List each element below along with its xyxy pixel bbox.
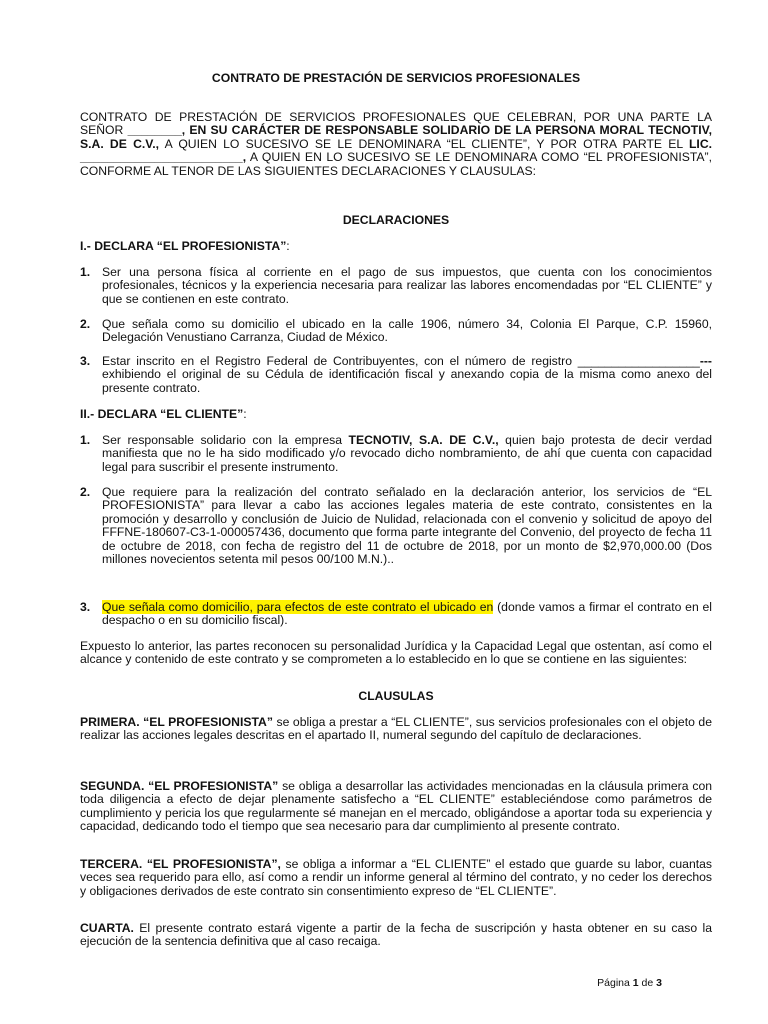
item-dashes: --- xyxy=(699,354,712,368)
clausula-label: SEGUNDA. “EL PROFESIONISTA” xyxy=(80,779,279,793)
item-text: Que requiere para la realización del contrato señalado en la declaración anterior, los servicios de “EL PROFESIONISTA” para llevar a cabo las acciones legales materia de este contrato, consistentes en la promoción y desarrollo y conclusión de Juicio de Nulidad, relacionada con el convenio y solicitud de apoyo del FFFNE-180607-C3-1-000057436, documento que forma parte integrante del Convenio, del proyecto de fecha 11 de octubre de 2018, con fecha de registro del 11 de octubre de 2018, por un monto de $2,970,000.00 (Dos millones novecientos setenta mil pesos 00/100 M.N.).. xyxy=(102,485,712,567)
clausula-primera xyxy=(80,716,712,743)
intro-blank-2: ________________________ xyxy=(80,150,243,165)
clausula-text: El presente contrato estará vigente a partir de la fecha de suscripción y hasta obtener en su caso la ejecución de la sentencia definitiva que al caso recaiga. xyxy=(80,921,712,949)
intro-text-1: CONTRATO DE PRESTACIÓN DE SERVICIOS PROFESIONALES QUE CELEBRAN, POR UNA PARTE LA SEÑOR xyxy=(80,110,712,138)
clausula-cuarta xyxy=(80,922,712,949)
intro-paragraph xyxy=(80,111,712,178)
document-title: CONTRATO DE PRESTACIÓN DE SERVICIOS PROFESIONALES xyxy=(211,71,581,85)
intro-bold-1: , EN SU CARÁCTER DE RESPONSABLE SOLIDARIO DE LA PERSONA MORAL TECNOTIV, S.A. DE C.V., xyxy=(80,123,712,151)
clausula-label: TERCERA. “EL PROFESIONISTA”, xyxy=(80,857,281,871)
item-text xyxy=(102,434,712,474)
item-text-a: Estar inscrito en el Registro Federal de Contribuyentes, con el número de registro xyxy=(102,354,578,368)
expuesto-paragraph: Expuesto lo anterior, las partes reconocen su personalidad Jurídica y la Capacidad Legal que ostentan, así como el alcance y contenido de este contrato y se comprometen a lo establecido en lo que se contiene en las siguientes: xyxy=(80,639,712,667)
section-2-heading-text: II.- DECLARA “EL CLIENTE” xyxy=(80,407,244,421)
footer-current-page: 1 xyxy=(632,977,639,989)
item-number: 2. xyxy=(80,485,91,499)
section-2-heading xyxy=(80,408,247,421)
item-text-a: Ser responsable solidario con la empresa xyxy=(102,433,349,447)
clausula-segunda xyxy=(80,780,712,834)
item-number: 1. xyxy=(80,433,91,447)
company-name: TECNOTIV, S.A. DE C.V., xyxy=(348,433,499,447)
section-1-heading xyxy=(80,240,290,253)
item-text xyxy=(102,601,712,628)
section-2-heading-colon: : xyxy=(243,407,247,421)
intro-text-3: A QUIEN EN LO SUCESIVO SE LE DENOMINARA COMO “EL PROFESIONISTA”, CONFORME AL TENOR DE LAS SIGUIENTES DECLARACIONES Y CLAUSULAS: xyxy=(80,150,712,178)
item-text-rest: (donde vamos a firmar el contrato en el despacho o en su domicilio fiscal). xyxy=(102,600,712,628)
item-text: Ser una persona física al corriente en el pago de sus impuestos, que cuenta con los conocimientos profesionales, técnicos y la experiencia necesaria para realizar las labores encomendadas por “EL CLIENTE” y que se contienen en este contrato. xyxy=(102,265,712,306)
section-2-item-3 xyxy=(80,601,712,628)
item-number: 2. xyxy=(80,317,91,331)
rfc-blank: __________________ xyxy=(577,354,700,368)
declaraciones-heading: DECLARACIONES xyxy=(342,213,450,227)
section-1-item-3 xyxy=(80,355,712,395)
intro-text-2: A QUIEN LO SUCESIVO SE LE DENOMINARA “EL CLIENTE”, Y POR OTRA PARTE EL xyxy=(159,136,689,151)
clausula-text: se obliga a prestar a “EL CLIENTE”, sus servicios profesionales con el objeto de realizar las acciones legales descritas en el apartado II, numeral segundo del capítulo de declaraciones. xyxy=(80,715,712,743)
item-number: 3. xyxy=(80,354,91,368)
section-1-heading-text: I.- DECLARA “EL PROFESIONISTA” xyxy=(80,239,287,253)
item-text xyxy=(102,355,712,395)
item-text: Que señala como su domicilio el ubicado en la calle 1906, número 34, Colonia El Parque, C.P. 15960, Delegación Venustiano Carranza, Ciudad de México. xyxy=(102,317,712,345)
section-2-item-1 xyxy=(80,434,712,474)
section-1-heading-colon: : xyxy=(286,239,290,253)
footer-total-pages: 3 xyxy=(656,977,662,989)
intro-blank-1: ________ xyxy=(127,123,182,138)
clausula-label: PRIMERA. “EL PROFESIONISTA” xyxy=(80,715,273,729)
clausulas-heading: CLAUSULAS xyxy=(358,689,434,703)
footer-pagina: Página xyxy=(597,977,633,989)
section-1-item-2 xyxy=(80,318,712,345)
section-2-item-2 xyxy=(80,486,712,566)
intro-bold-2: LIC. xyxy=(688,136,713,151)
item-number: 1. xyxy=(80,265,91,279)
item-number: 3. xyxy=(80,600,91,614)
intro-bold-3: , xyxy=(242,150,247,165)
highlighted-text: Que señala como domicilio, para efectos de este contrato el ubicado en xyxy=(102,600,494,614)
clausula-label: CUARTA. xyxy=(80,921,134,935)
clausula-tercera xyxy=(80,858,712,898)
clausula-text: se obliga a informar a “EL CLIENTE” el estado que guarde su labor, cuantas veces sea requerido para ello, así como a rendir un informe general al término del contrato, y no ceder los derechos y obligaciones derivados de este contrato sin consentimiento expreso de “EL CLIENTE”. xyxy=(80,857,712,898)
clausula-text: se obliga a desarrollar las actividades mencionadas en la cláusula primera con toda diligencia a efecto de dejar plenamente satisfecho a “EL CLIENTE” estableciéndose como parámetros de cumplimiento y pericia los que regularmente sé manejan en el mercado, obligándose a aportar toda su experiencia y capacidad, dedicando todo el tiempo que sea necesario para dar cumplimiento al presente contrato. xyxy=(80,779,712,834)
footer-de: de xyxy=(638,977,657,989)
item-text-b: exhibiendo el original de su Cédula de identificación fiscal y anexando copia de la misma como anexo del presente contrato. xyxy=(102,367,712,395)
page-number-footer xyxy=(597,977,662,989)
section-1-item-1 xyxy=(80,266,712,306)
item-text-b: quien bajo protesta de decir verdad manifiesta que no le ha sido modificado y/o revocado dicho nombramiento, de ahí que cuenta con capacidad legal para suscribir el presente instrumento. xyxy=(102,433,712,474)
